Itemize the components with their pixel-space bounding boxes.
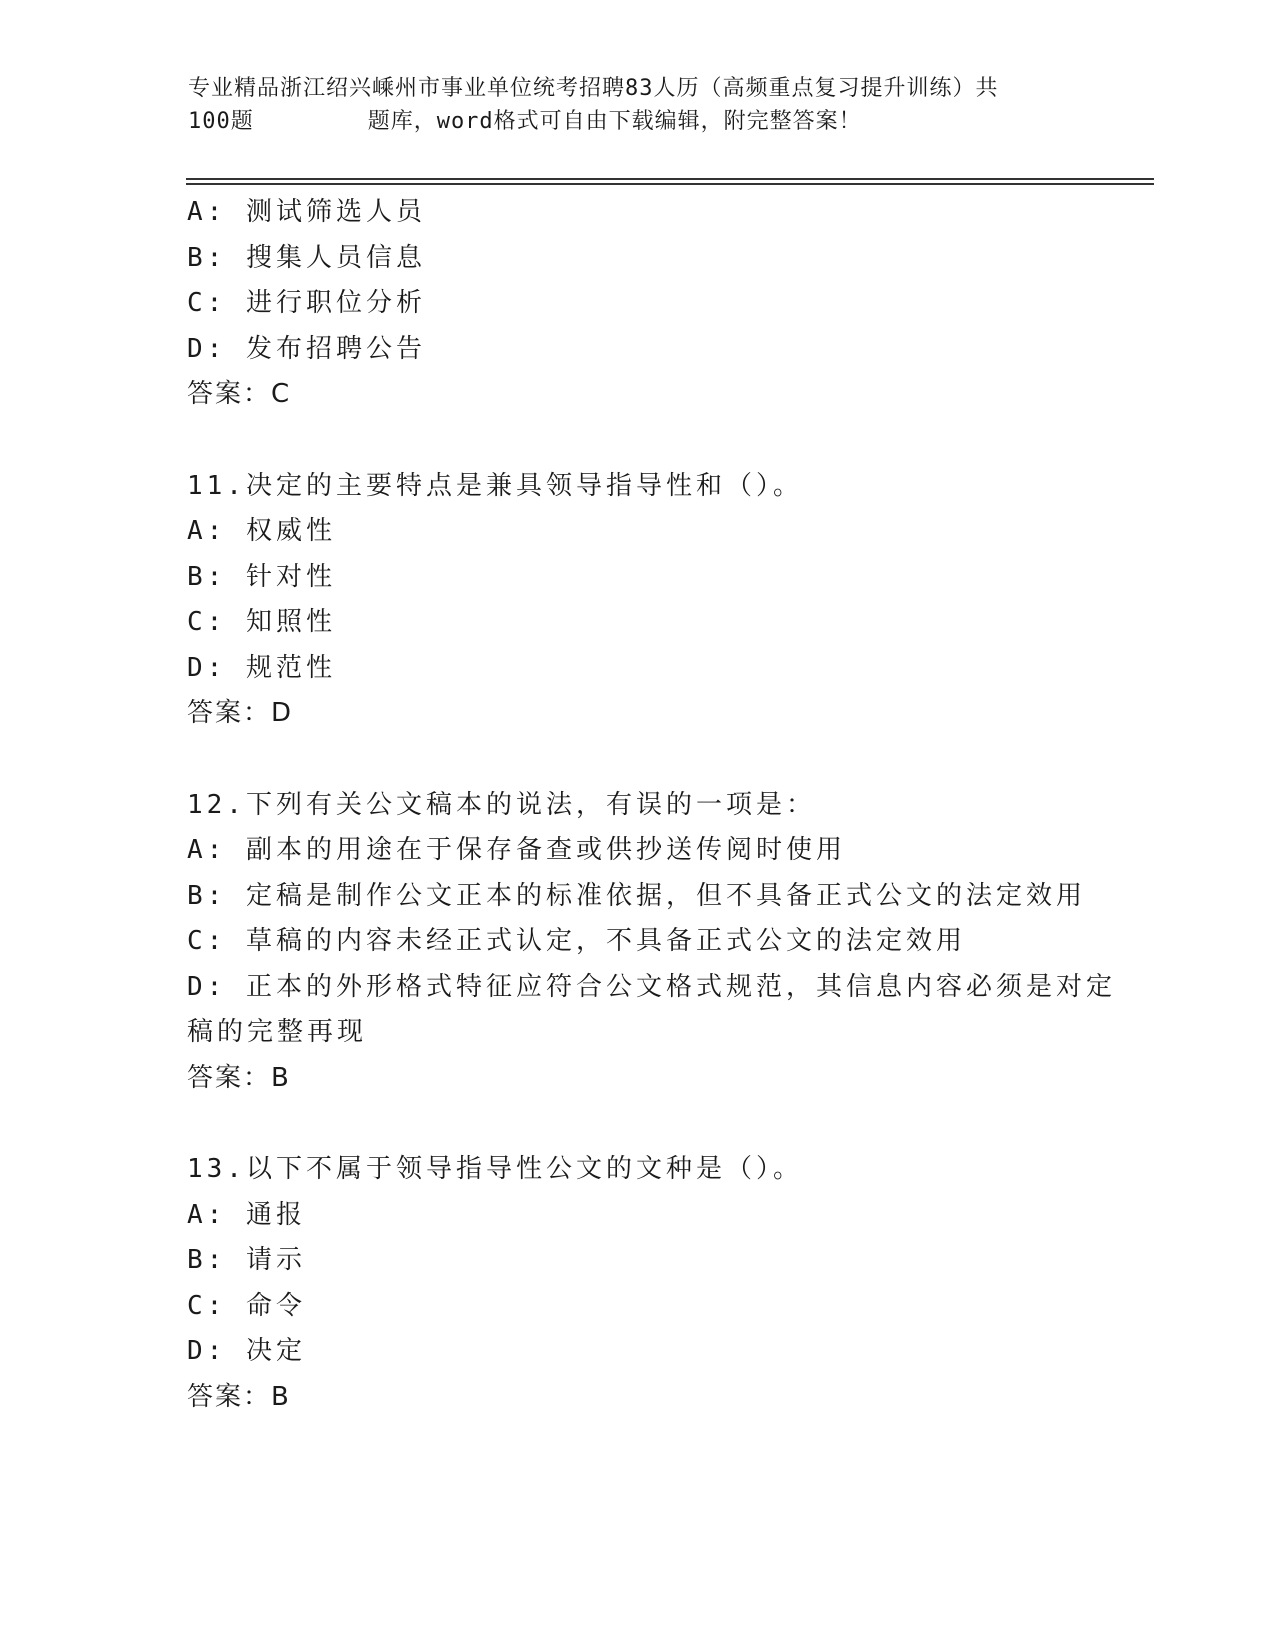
- question-10: [187, 190, 1087, 418]
- answer: 答案：B: [187, 1062, 291, 1093]
- option-a: A: 副本的用途在于保存备查或供抄送传阅时使用: [187, 835, 846, 865]
- option-b: B: 请示: [187, 1245, 306, 1275]
- question-12: [187, 783, 1116, 1102]
- option-d: D: 发布招聘公告: [187, 333, 426, 364]
- option-d: D: 决定: [187, 1336, 306, 1366]
- option-c: C: 草稿的内容未经正式认定，不具备正式公文的法定效用: [187, 926, 966, 956]
- answer: 答案：B: [187, 1381, 291, 1412]
- question-13: [187, 1147, 1087, 1420]
- header-title-line1: 专业精品浙江绍兴嵊州市事业单位统考招聘83人历（高频重点复习提升训练）共: [188, 76, 999, 101]
- option-b: B: 定稿是制作公文正本的标准依据，但不具备正式公文的法定效用: [187, 880, 1086, 911]
- header-title-line2: 100题 题库，word格式可自由下载编辑，附完整答案！: [188, 109, 862, 134]
- answer: 答案：D: [187, 698, 294, 728]
- question-11: [187, 464, 1087, 737]
- option-b: B: 搜集人员信息: [187, 242, 426, 273]
- option-c: C: 命令: [187, 1290, 306, 1321]
- question-text: 12.下列有关公文稿本的说法，有误的一项是：: [187, 789, 816, 820]
- option-a: A: 测试筛选人员: [187, 197, 426, 227]
- option-d-continued: 稿的完整再现: [187, 1017, 368, 1047]
- header-divider-top: [186, 178, 1154, 180]
- option-c: C: 进行职位分析: [187, 288, 426, 318]
- question-text: 13.以下不属于领导指导性公文的文种是（）。: [187, 1154, 803, 1184]
- question-list: [187, 190, 1116, 1420]
- question-text: 11.决定的主要特点是兼具领导指导性和（）。: [187, 470, 803, 501]
- header-divider-bottom: [186, 183, 1154, 185]
- option-b: B: 针对性: [187, 561, 336, 592]
- option-c: C: 知照性: [187, 607, 336, 637]
- option-d: D: 正本的外形格式特征应符合公文格式规范，其信息内容必须是对定: [187, 971, 1116, 1002]
- option-d: D: 规范性: [187, 652, 336, 683]
- option-a: A: 通报: [187, 1199, 306, 1230]
- answer: 答案：C: [187, 379, 292, 409]
- document-header: [188, 72, 1088, 138]
- option-a: A: 权威性: [187, 516, 336, 546]
